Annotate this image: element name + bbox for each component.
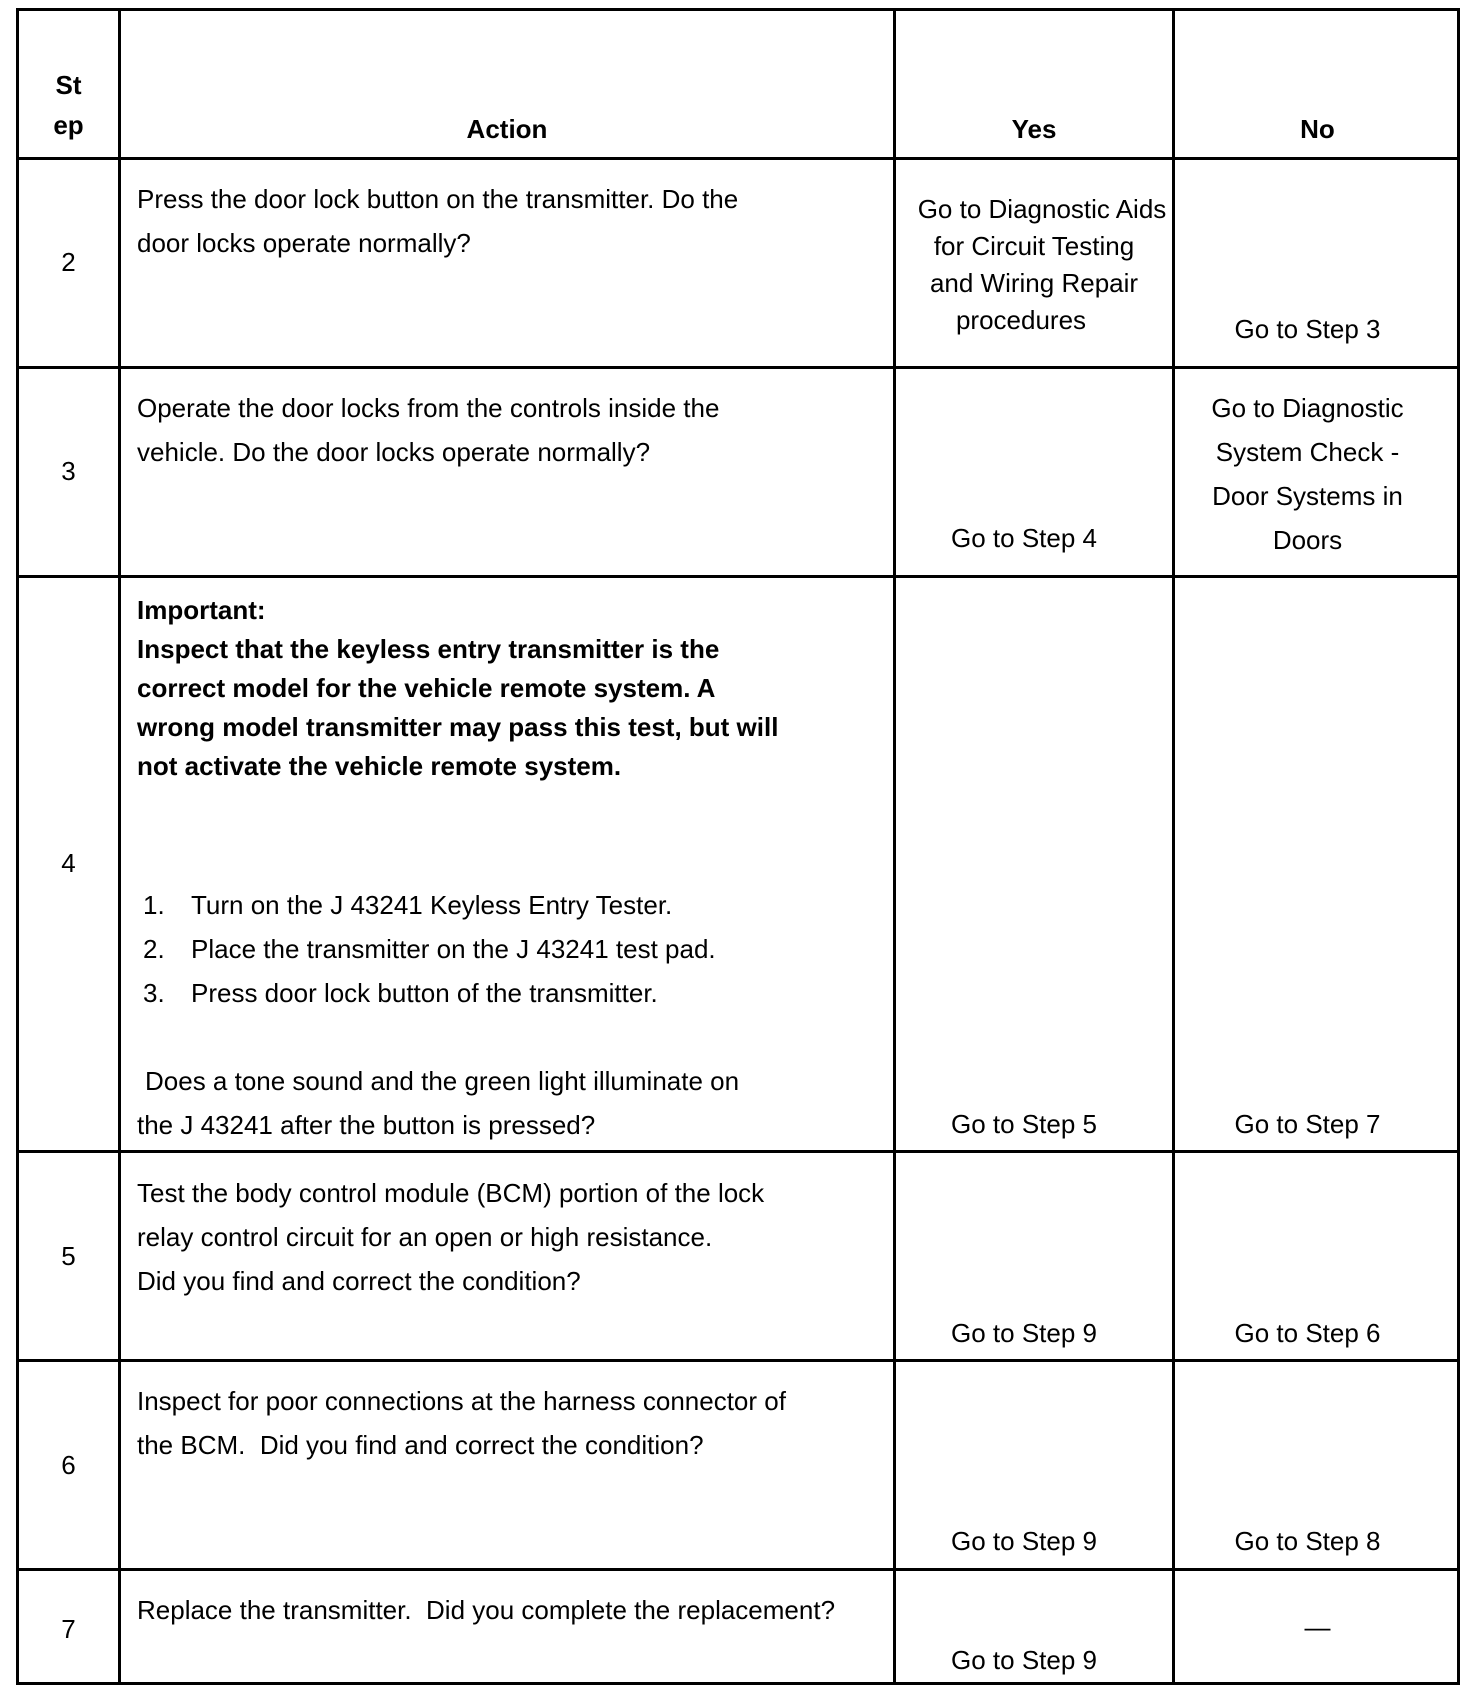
important-line: correct model for the vehicle remote system. A: [137, 673, 716, 703]
yes-cell: Go to Step 5: [951, 1109, 1097, 1139]
yes-cell: Go to Step 9: [951, 1526, 1097, 1556]
step-number: 3: [61, 456, 76, 486]
header-no: No: [1300, 114, 1335, 144]
step-number: 6: [61, 1450, 76, 1480]
no-line: System Check -: [1215, 437, 1400, 467]
list-number: 2.: [143, 934, 165, 964]
row-divider: [19, 1568, 1457, 1571]
yes-line: and Wiring Repair: [929, 268, 1139, 298]
yes-line: Go to Diagnostic Aids: [917, 194, 1167, 224]
row-divider: [19, 157, 1457, 160]
question-line: the J 43241 after the button is pressed?: [137, 1110, 596, 1140]
list-number: 1.: [143, 890, 165, 920]
row-divider: [19, 575, 1457, 578]
header-step-line2: ep: [53, 110, 84, 140]
list-text: Turn on the J 43241 Keyless Entry Tester.: [191, 890, 673, 920]
list-item: [141, 883, 881, 927]
yes-cell: Go to Step 9: [951, 1318, 1097, 1348]
action-line: Test the body control module (BCM) portion of the lock: [137, 1178, 765, 1208]
question-line: Does a tone sound and the green light illuminate on: [145, 1066, 740, 1096]
yes-cell: Go to Step 4: [951, 523, 1097, 553]
important-note: [137, 591, 877, 786]
action-text: [137, 177, 877, 265]
important-line: wrong model transmitter may pass this test, but will: [137, 712, 779, 742]
no-line: Go to Diagnostic: [1211, 393, 1404, 423]
no-cell: Go to Step 3: [1234, 314, 1381, 344]
row-divider: [19, 366, 1457, 369]
no-line: Door Systems in: [1212, 481, 1403, 511]
list-text: Place the transmitter on the J 43241 test pad.: [191, 934, 716, 964]
no-cell: Go to Step 8: [1234, 1526, 1381, 1556]
important-line: not activate the vehicle remote system.: [137, 751, 622, 781]
list-text: Press door lock button of the transmitter.: [191, 978, 658, 1008]
header-action: Action: [466, 114, 548, 144]
yes-cell: Go to Step 9: [951, 1645, 1097, 1675]
list-number: 3.: [143, 978, 165, 1008]
step-number: 2: [61, 247, 76, 277]
step-number: 4: [61, 848, 76, 878]
action-line: relay control circuit for an open or high resistance.: [137, 1222, 713, 1252]
important-line: Inspect that the keyless entry transmitter is the: [137, 634, 720, 664]
yes-line: procedures: [955, 305, 1087, 335]
yes-line: for Circuit Testing: [933, 231, 1135, 261]
action-line: Did you find and correct the condition?: [137, 1266, 581, 1296]
no-cell: [1175, 386, 1440, 562]
step-number: 7: [61, 1614, 76, 1644]
step-number: 5: [61, 1241, 76, 1271]
no-cell-dash: —: [1304, 1612, 1331, 1642]
action-line: vehicle. Do the door locks operate normally?: [137, 437, 651, 467]
list-item: [141, 927, 881, 971]
yes-cell: [896, 191, 1172, 339]
action-line: Press the door lock button on the transmitter. Do the: [137, 184, 739, 214]
diagnostic-table: [16, 8, 1460, 1685]
question-text: [137, 1059, 877, 1147]
no-cell: Go to Step 6: [1234, 1318, 1381, 1348]
row-divider: [19, 1359, 1457, 1362]
action-line: door locks operate normally?: [137, 228, 471, 258]
column-divider: [1172, 11, 1175, 1682]
column-divider: [118, 11, 121, 1682]
important-line: Important:: [137, 595, 266, 625]
header-step-line1: St: [55, 70, 82, 100]
action-line: Inspect for poor connections at the harness connector of: [137, 1386, 786, 1416]
action-text: Replace the transmitter. Did you complete the replacement?: [137, 1595, 836, 1625]
action-text: [137, 386, 877, 474]
action-line: the BCM. Did you find and correct the condition?: [137, 1430, 704, 1460]
no-cell: Go to Step 7: [1234, 1109, 1381, 1139]
header-yes: Yes: [1011, 114, 1057, 144]
row-divider: [19, 1150, 1457, 1153]
action-text: [137, 1379, 877, 1467]
action-text: [137, 1171, 877, 1303]
header-step: [19, 65, 118, 145]
no-line: Doors: [1272, 525, 1343, 555]
list-item: [141, 971, 881, 1015]
action-line: Operate the door locks from the controls inside the: [137, 393, 720, 423]
procedure-list: [141, 883, 881, 1015]
